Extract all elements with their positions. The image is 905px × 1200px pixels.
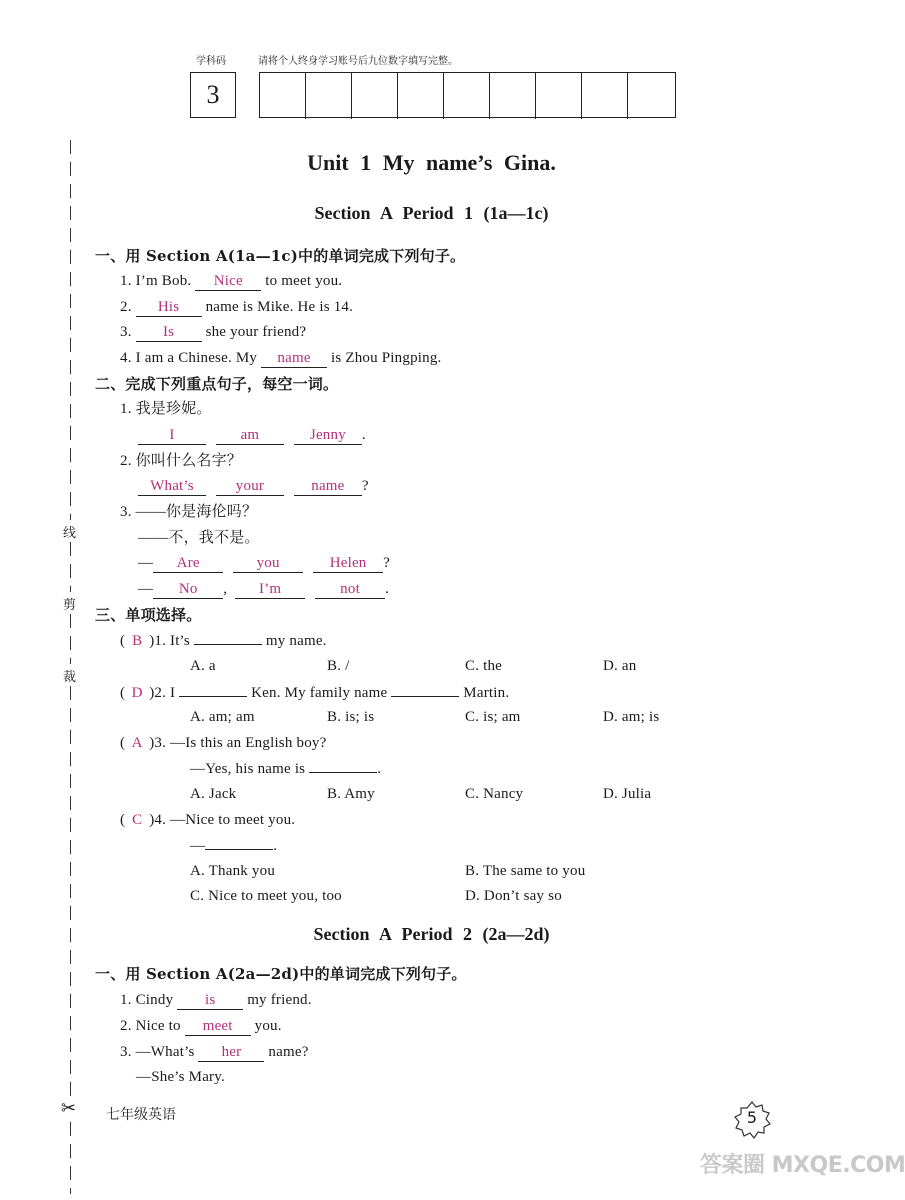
mc-option: D. an [603,658,637,674]
unit-title: Unit 1 My name’s Gina. [307,150,556,175]
cut-line-end [70,1122,71,1194]
account-digit-box[interactable] [582,73,628,119]
answer-blank: What’s [138,478,206,496]
p2-q2: 2. Nice to meet you. [120,1018,282,1034]
blank-line [205,835,273,850]
answer-blank: I [138,427,206,445]
answer-blank: her [198,1044,264,1062]
mc-option: C. Nice to meet you, too [190,888,342,904]
mc-q2: ( D )2. I Ken. My family name Martin. [120,682,509,703]
period1-heading: Section A Period 1 (1a—1c) [314,203,549,223]
p1-part2-q2: 2. 你叫什么名字？ [120,453,243,469]
page-number: 5 [746,1108,758,1127]
account-digit-box[interactable] [306,73,352,119]
mc-option: B. The same to you [465,863,586,879]
mc-q1: ( B )1. It’s my name. [120,630,327,651]
p2-q1: 1. Cindy is my friend. [120,992,312,1008]
p1-part2-q3b: ——不，我不是。 [138,530,260,546]
mc-answer: D [131,685,143,701]
mc-q4-line2: — . [190,835,277,856]
answer-blank: is [177,992,243,1010]
mc-answer: C [132,812,143,828]
answer-blank: Helen [313,555,383,573]
blank-line [179,682,247,697]
mc-q3-line2: —Yes, his name is . [190,758,381,779]
p1-q3: 3. Is she your friend? [120,324,307,340]
mc-option: A. Thank you [190,863,276,879]
account-digit-box[interactable] [444,73,490,119]
answer-blank: His [136,299,202,317]
account-digit-box[interactable] [352,73,398,119]
answer-blank: Nice [195,273,261,291]
p1-q1: 1. I’m Bob. Nice to meet you. [120,273,343,289]
answer-blank: I’m [235,581,305,599]
mc-q4: ( C )4. —Nice to meet you. [120,812,296,828]
answer-blank: am [216,427,284,445]
answer-blank: you [233,555,303,573]
footer-book-title: 七年级英语 [106,1107,176,1123]
mc-option: B. is; is [327,709,375,725]
margin-line-char: 线 [63,522,77,541]
mc-option: C. Nancy [465,786,524,802]
p1-q2: 2. His name is Mike. He is 14. [120,299,354,315]
p1-part2-q1: 1. 我是珍妮。 [120,401,212,417]
mc-option: C. is; am [465,709,521,725]
subject-code-label: 学科码 [196,56,226,67]
answer-blank: No [153,581,223,599]
p1-part2-a3a: — Are you Helen ? [138,555,390,571]
answer-blank: name [261,350,327,368]
p1-part2-q3: 3. ——你是海伦吗？ [120,504,258,520]
period2-heading: Section A Period 2 (2a—2d) [313,924,550,944]
account-number-boxes[interactable] [259,72,676,118]
p1-part2-a2: What’s your name ? [138,476,369,496]
mc-option: D. Julia [603,786,652,802]
blank-line [194,630,262,645]
blank-line [309,758,377,773]
mc-option: D. am; is [603,709,660,725]
answer-blank: Is [136,324,202,342]
p1-part2-heading: 二、完成下列重点句子，每空一词。 [95,375,339,393]
p1-part1-heading: 一、用 Section A(1a—1c)中的单词完成下列句子。 [95,247,466,265]
cut-line-mid2 [70,614,71,664]
cut-line-mid1 [70,542,71,592]
p2-q3-line2: —She’s Mary. [136,1069,225,1085]
blank-line [391,682,459,697]
p1-part3-heading: 三、单项选择。 [95,606,202,624]
mc-option: A. Jack [190,786,237,802]
account-instruction: 请将个人终身学习账号后九位数字填写完整。 [258,56,458,67]
subject-code-box [190,72,236,118]
account-digit-box[interactable] [536,73,582,119]
mc-option: B. Amy [327,786,375,802]
account-digit-box[interactable] [260,73,306,119]
mc-option: B. / [327,658,350,674]
mc-option: D. Don’t say so [465,888,562,904]
p1-part2-a1: I am Jenny . [138,425,366,445]
mc-q3: ( A )3. —Is this an English boy? [120,735,327,751]
margin-cut-char: 剪 [63,594,77,613]
mc-option: C. the [465,658,503,674]
p1-q4: 4. I am a Chinese. My name is Zhou Pingping. [120,350,442,366]
answer-blank: name [294,478,362,496]
mc-answer: A [131,735,143,751]
p1-part2-a3b: — No , I’m not . [138,581,390,597]
mc-option: A. a [190,658,216,674]
answer-blank: Jenny [294,427,362,445]
p2-part1-heading: 一、用 Section A(2a—2d)中的单词完成下列句子。 [95,965,467,983]
cut-line-bottom [70,686,71,1096]
account-digit-box[interactable] [398,73,444,119]
cut-line-top [70,140,71,520]
answer-blank: not [315,581,385,599]
answer-blank: Are [153,555,223,573]
margin-tear-char: 裁 [63,666,77,685]
p2-q3: 3. —What’s her name? [120,1044,309,1060]
mc-answer: B [132,633,143,649]
answer-blank: meet [185,1018,251,1036]
subject-code-value: 3 [206,80,220,109]
account-digit-box[interactable] [628,73,674,119]
account-digit-box[interactable] [490,73,536,119]
mc-option: A. am; am [190,709,255,725]
scissors-icon: ✂ [61,1098,77,1119]
answer-blank: your [216,478,284,496]
page-number-badge [732,1100,772,1140]
watermark: 答案圈 MXQE.COM [700,1153,905,1178]
